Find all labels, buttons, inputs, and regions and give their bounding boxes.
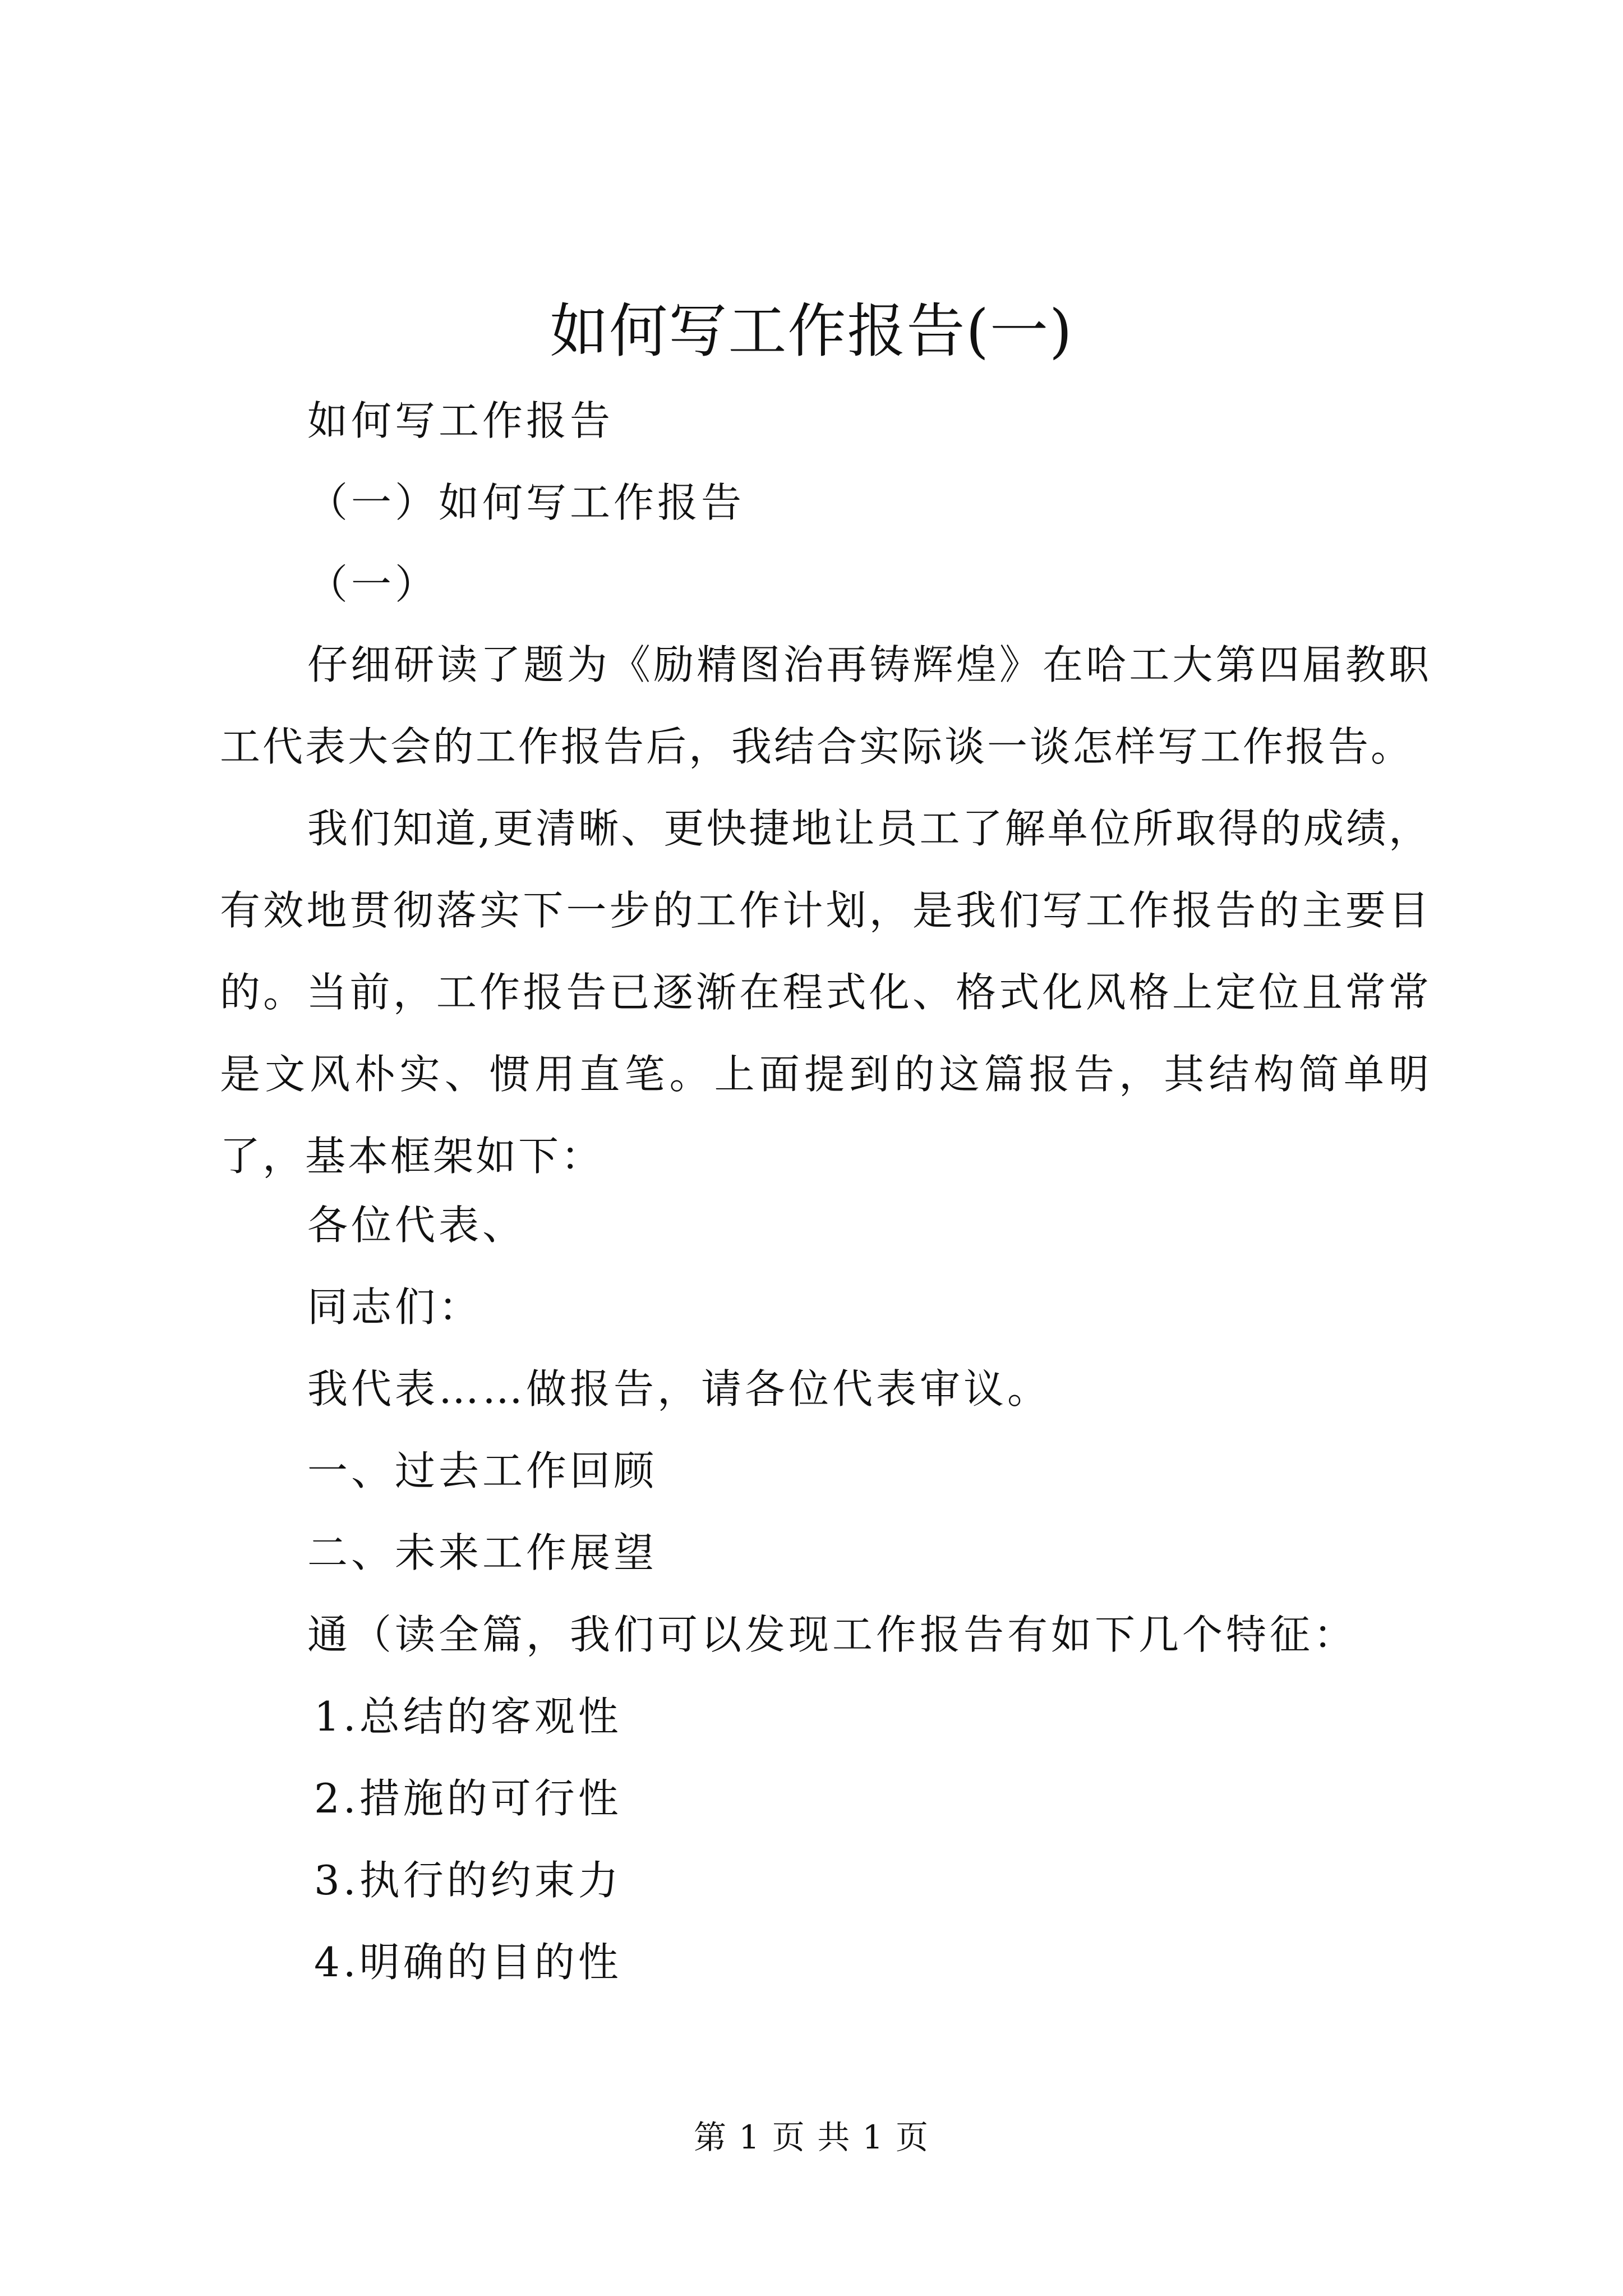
outline-line: 通（读全篇，我们可以发现工作报告有如下几个特征： [307,1611,1358,1658]
feature-item: 2.措施的可行性 [314,1775,622,1822]
outline-line: 我代表……做报告，请各位代表审议。 [307,1365,1052,1412]
body-paragraph: 我们知道,更清晰、更快捷地让员工了解单位所取得的成绩，有效地贯彻落实下一步的工作计划，是我们写工作报告的主要目的。当前，工作报告已逐渐在程式化、格式化风格上定位且常常是文风朴实、惯用直笔。上面提到的这篇报告，其结构简单明了，基本框架如下： [220,805,1431,1180]
page-footer: 第 1 页 共 1 页 [694,2118,929,2156]
subtitle-line: （一） [307,561,439,608]
document-title: 如何写工作报告(一) [550,297,1073,365]
body-paragraph: 仔细研读了题为《励精图治再铸辉煌》在哈工大第四届教职工代表大会的工作报告后，我结合实际谈一谈怎样写工作报告。 [220,641,1431,770]
outline-line: 各位代表、 [307,1202,527,1249]
subtitle-line: 如何写工作报告 [307,397,614,444]
feature-item: 3.执行的约束力 [314,1857,622,1904]
subtitle-line: （一）如何写工作报告 [307,479,745,526]
outline-line: 一、过去工作回顾 [307,1447,658,1494]
outline-line: 同志们： [307,1283,483,1331]
outline-line: 二、未来工作展望 [307,1529,658,1576]
feature-item: 4.明确的目的性 [314,1939,622,1986]
feature-item: 1.总结的客观性 [314,1693,622,1740]
